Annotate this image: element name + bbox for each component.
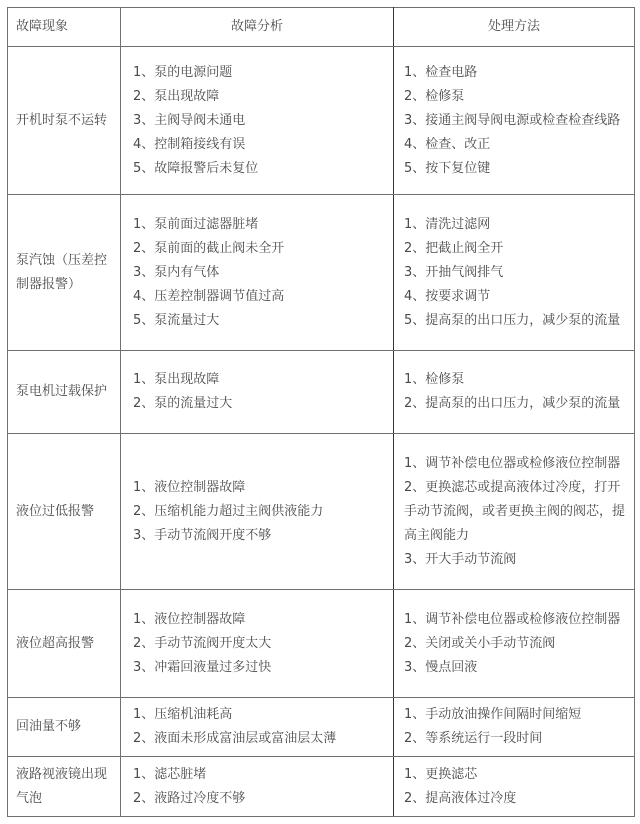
symptom-cell: 泵电机过载保护 — [8, 351, 121, 434]
table-row — [8, 351, 635, 434]
analysis-cell — [121, 351, 394, 434]
solution-item: 3、慢点回液 — [404, 659, 478, 675]
solution-item: 3、开大手动节流阀 — [404, 551, 517, 567]
solution-cell — [394, 351, 635, 434]
solution-item: 4、检查、改正 — [404, 136, 491, 152]
analysis-item: 1、压缩机油耗高 — [133, 707, 233, 722]
solution-item: 2、把截止阀全开 — [404, 240, 504, 256]
analysis-item: 3、主阀导阀未通电 — [133, 112, 246, 128]
analysis-item: 5、故障报警后未复位 — [133, 160, 259, 176]
fault-table — [7, 7, 635, 817]
table-row — [8, 698, 635, 757]
analysis-cell — [121, 590, 394, 698]
solution-item: 1、更换滤芯 — [404, 766, 478, 782]
analysis-item: 3、手动节流阀开度不够 — [133, 527, 272, 543]
solution-item: 5、按下复位键 — [404, 160, 491, 176]
solution-item: 4、按要求调节 — [404, 288, 491, 304]
analysis-item: 2、液路过冷度不够 — [133, 790, 246, 806]
solution-item: 2、检修泵 — [404, 88, 465, 104]
solution-cell — [394, 195, 635, 351]
table-row — [8, 195, 635, 351]
analysis-item: 2、手动节流阀开度太大 — [133, 635, 272, 651]
solution-item: 1、清洗过滤网 — [404, 216, 491, 232]
analysis-cell — [121, 698, 394, 757]
table-row — [8, 590, 635, 698]
analysis-item: 3、冲霜回液量过多过快 — [133, 659, 272, 675]
symptom-cell: 回油量不够 — [8, 698, 121, 757]
table-row — [8, 757, 635, 817]
analysis-item: 4、压差控制器调节值过高 — [133, 288, 285, 304]
solution-cell — [394, 590, 635, 698]
header-symptom: 故障现象 — [8, 8, 121, 47]
analysis-item: 1、泵的电源问题 — [133, 64, 233, 80]
analysis-item: 1、液位控制器故障 — [133, 611, 246, 627]
table-row — [8, 434, 635, 590]
analysis-item: 1、泵出现故障 — [133, 372, 220, 387]
header-solution: 处理方法 — [394, 8, 635, 47]
solution-item: 3、开抽气阀排气 — [404, 264, 504, 280]
solution-item: 1、检修泵 — [404, 372, 465, 387]
analysis-item: 2、压缩机能力超过主阀供液能力 — [133, 503, 324, 519]
analysis-item: 2、泵前面的截止阀未全开 — [133, 240, 285, 256]
symptom-cell: 泵汽蚀（压差控制器报警） — [8, 195, 121, 351]
symptom-cell: 液位超高报警 — [8, 590, 121, 698]
solution-item: 3、接通主阀导阀电源或检查检查线路 — [404, 112, 621, 128]
analysis-cell — [121, 434, 394, 590]
solution-item: 1、调节补偿电位器或检修液位控制器 — [404, 455, 621, 471]
solution-cell — [394, 47, 635, 195]
header-row — [8, 8, 635, 47]
symptom-cell: 开机时泵不运转 — [8, 47, 121, 195]
analysis-item: 2、液面未形成富油层或富油层太薄 — [133, 731, 337, 746]
analysis-cell — [121, 757, 394, 817]
analysis-cell — [121, 195, 394, 351]
solution-item: 1、手动放油操作间隔时间缩短 — [404, 707, 582, 722]
solution-item: 1、检查电路 — [404, 64, 478, 80]
analysis-item: 5、泵流量过大 — [133, 312, 220, 328]
solution-item: 2、提高泵的出口压力，减少泵的流量 — [404, 396, 621, 411]
solution-item: 1、调节补偿电位器或检修液位控制器 — [404, 611, 621, 627]
analysis-item: 2、泵出现故障 — [133, 88, 220, 104]
analysis-item: 1、滤芯脏堵 — [133, 766, 207, 782]
analysis-item: 3、泵内有气体 — [133, 264, 220, 280]
solution-cell — [394, 698, 635, 757]
solution-item: 5、提高泵的出口压力，减少泵的流量 — [404, 312, 621, 328]
analysis-item: 4、控制箱接线有误 — [133, 136, 246, 152]
solution-item: 2、等系统运行一段时间 — [404, 731, 543, 746]
solution-item: 2、提高液体过冷度 — [404, 790, 517, 806]
symptom-cell: 液路视液镜出现气泡 — [8, 757, 121, 817]
solution-cell — [394, 757, 635, 817]
solution-item: 2、关闭或关小手动节流阀 — [404, 635, 556, 651]
table-row — [8, 47, 635, 195]
solution-cell — [394, 434, 635, 590]
header-analysis: 故障分析 — [121, 8, 394, 47]
symptom-cell: 液位过低报警 — [8, 434, 121, 590]
analysis-item: 1、泵前面过滤器脏堵 — [133, 216, 259, 232]
analysis-item: 1、液位控制器故障 — [133, 479, 246, 495]
analysis-item: 2、泵的流量过大 — [133, 396, 233, 411]
analysis-cell — [121, 47, 394, 195]
solution-item: 2、更换滤芯或提高液体过冷度，打开手动节流阀，或者更换主阀的阀芯，提高主阀能力 — [404, 479, 626, 543]
